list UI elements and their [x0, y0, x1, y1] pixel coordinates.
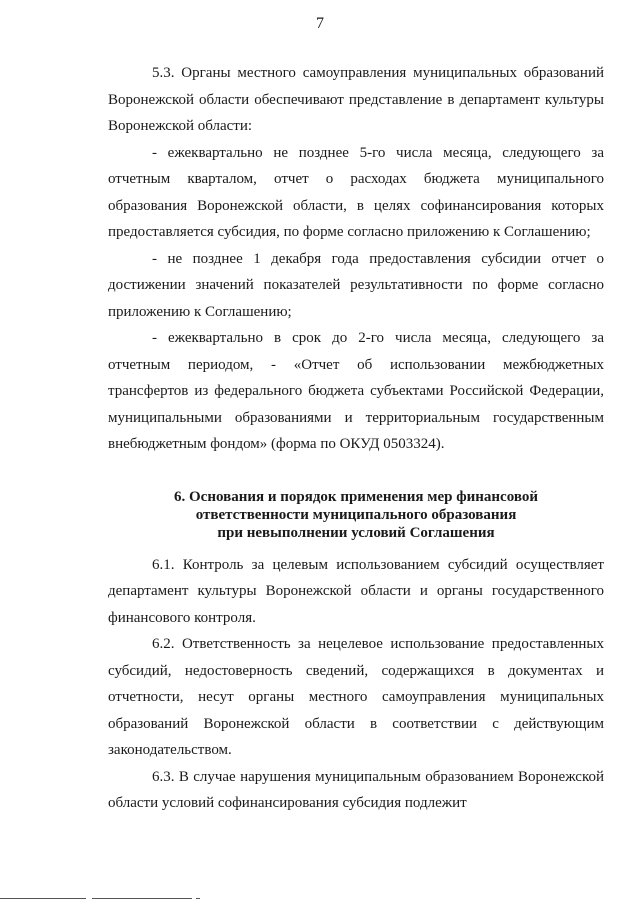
- paragraph-5-3: 5.3. Органы местного самоуправления муниципальных образований Воронежской области обеспечивают представление в департамент культуры Воронежской области:: [108, 65, 604, 134]
- list-item-performance-report: - не позднее 1 декабря года предоставления субсидии отчет о достижении значений показателей результативности по форме согласно приложению к Соглашению;: [108, 250, 604, 320]
- page-number: 7: [316, 15, 324, 32]
- list-item-transfers-report: - ежеквартально в срок до 2-го числа месяца, следующего за отчетным периодом, - «Отчет об использовании межбюджетных трансфертов из федерального бюджета субъектами Российской Федерации, муниципальными образованиями и территориальным государственным внебюджетным фондом» (форма по ОКУД 0503324).: [108, 330, 604, 452]
- section-heading-line: ответственности муниципального образования: [195, 506, 517, 523]
- section-6-heading: [108, 488, 604, 542]
- footer-rule: [92, 898, 192, 899]
- paragraph-6-2: 6.2. Ответственность за нецелевое использование предоставленных субсидий, недостоверность сведений, содержащихся в документах и отчетности, несут органы местного самоуправления муниципальных образований Воронежской области в соответствии с действующим законодательством.: [108, 636, 604, 758]
- footer-rule: [196, 898, 200, 899]
- list-item-quarterly-expense-report: - ежеквартально не позднее 5-го числа месяца, следующего за отчетным кварталом, отчет о расходах бюджета муниципального образования Воронежской области, в целях софинансирования которых предоставляется субсидия, по форме согласно приложению к Соглашению;: [108, 144, 604, 240]
- section-heading-line: при невыполнении условий Соглашения: [217, 524, 495, 541]
- document-body: [108, 60, 604, 817]
- footer-rule: [0, 898, 86, 899]
- paragraph-6-3: 6.3. В случае нарушения муниципальным образованием Воронежской области условий софинансирования субсидия подлежит: [108, 768, 604, 811]
- paragraph-6-1: 6.1. Контроль за целевым использованием субсидий осуществляет департамент культуры Воронежской области и органы государственного финансового контроля.: [108, 556, 604, 626]
- section-heading-line: 6. Основания и порядок применения мер финансовой: [174, 488, 538, 505]
